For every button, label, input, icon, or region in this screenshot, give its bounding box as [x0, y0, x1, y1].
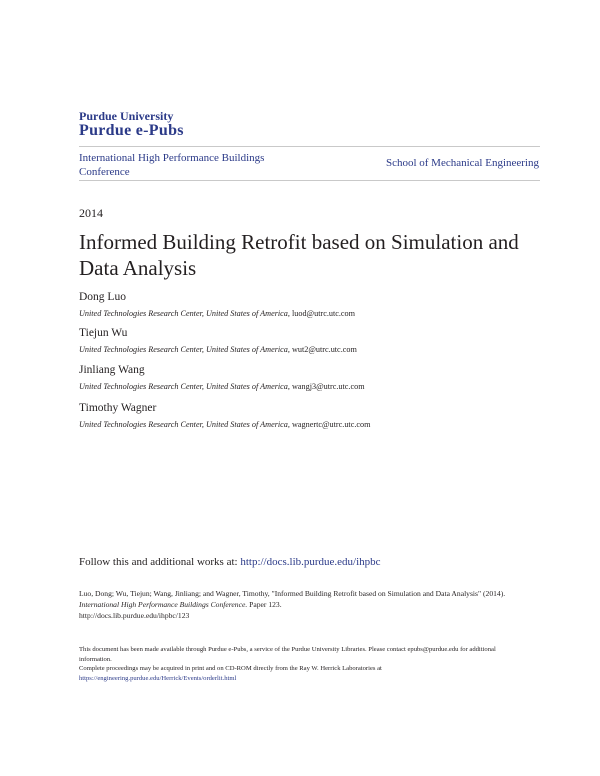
citation-authors: Luo, Dong; Wu, Tiejun; Wang, Jinliang; and Wagner, Timothy, "Informed Building Retrofit based on Simulation and Data Analysis" (2014). — [79, 589, 506, 598]
author-affiliation-line: United Technologies Research Center, United States of America, wut2@utrc.utc.com — [79, 345, 357, 354]
bottom-divider — [79, 180, 540, 181]
author-name: Jinliang Wang — [79, 364, 145, 376]
collection-link-school[interactable]: School of Mechanical Engineering — [385, 157, 539, 169]
citation-venue: International High Performance Buildings Conference. — [79, 600, 248, 609]
author-block — [79, 327, 357, 356]
top-divider — [79, 146, 540, 147]
publication-year: 2014 — [79, 206, 103, 220]
author-affiliation: United Technologies Research Center, United States of America — [79, 309, 288, 318]
author-name: Timothy Wagner — [79, 402, 157, 414]
institution-name[interactable]: Purdue University — [79, 109, 174, 123]
author-name: Tiejun Wu — [79, 327, 128, 339]
citation-url[interactable]: http://docs.lib.purdue.edu/ihpbc/123 — [79, 611, 190, 620]
notice-block — [79, 645, 524, 683]
author-email[interactable]: wagnertc@utrc.utc.com — [292, 420, 371, 429]
paper-title: Informed Building Retrofit based on Simulation and Data Analysis — [79, 230, 519, 280]
notice-availability: This document has been made available through Purdue e-Pubs, a service of the Purdue University Libraries. Please contact epubs@purdue.edu for additional information. — [79, 646, 496, 663]
citation-block — [79, 588, 519, 621]
collection-link-conference[interactable]: International High Performance Buildings Conference — [79, 152, 265, 178]
follow-link[interactable]: http://docs.lib.purdue.edu/ihpbc — [240, 556, 381, 568]
author-block — [79, 402, 370, 431]
author-affiliation-line: United Technologies Research Center, United States of America, luod@utrc.utc.com — [79, 309, 356, 318]
author-affiliation: United Technologies Research Center, United States of America — [79, 382, 288, 391]
citation-paper: Paper 123. — [249, 600, 282, 609]
author-block — [79, 364, 365, 393]
author-affiliation-line: United Technologies Research Center, United States of America, wangj3@utrc.utc.com — [79, 382, 365, 391]
repository-name[interactable]: Purdue e-Pubs — [79, 122, 184, 139]
author-block — [79, 291, 355, 320]
follow-line — [79, 556, 381, 568]
notice-proceedings: Complete proceedings may be acquired in print and on CD-ROM directly from the Ray W. Herrick Laboratories at — [79, 665, 382, 672]
author-email[interactable]: wut2@utrc.utc.com — [292, 345, 357, 354]
author-affiliation: United Technologies Research Center, United States of America — [79, 345, 288, 354]
author-affiliation-line: United Technologies Research Center, United States of America, wagnertc@utrc.utc.com — [79, 420, 371, 429]
author-name: Dong Luo — [79, 291, 126, 303]
author-email[interactable]: wangj3@utrc.utc.com — [292, 382, 365, 391]
notice-herrick-link[interactable]: https://engineering.purdue.edu/Herrick/Events/orderlit.html — [79, 674, 237, 682]
follow-text: Follow this and additional works at: — [79, 556, 238, 568]
author-email[interactable]: luod@utrc.utc.com — [292, 309, 356, 318]
author-affiliation: United Technologies Research Center, United States of America — [79, 420, 288, 429]
